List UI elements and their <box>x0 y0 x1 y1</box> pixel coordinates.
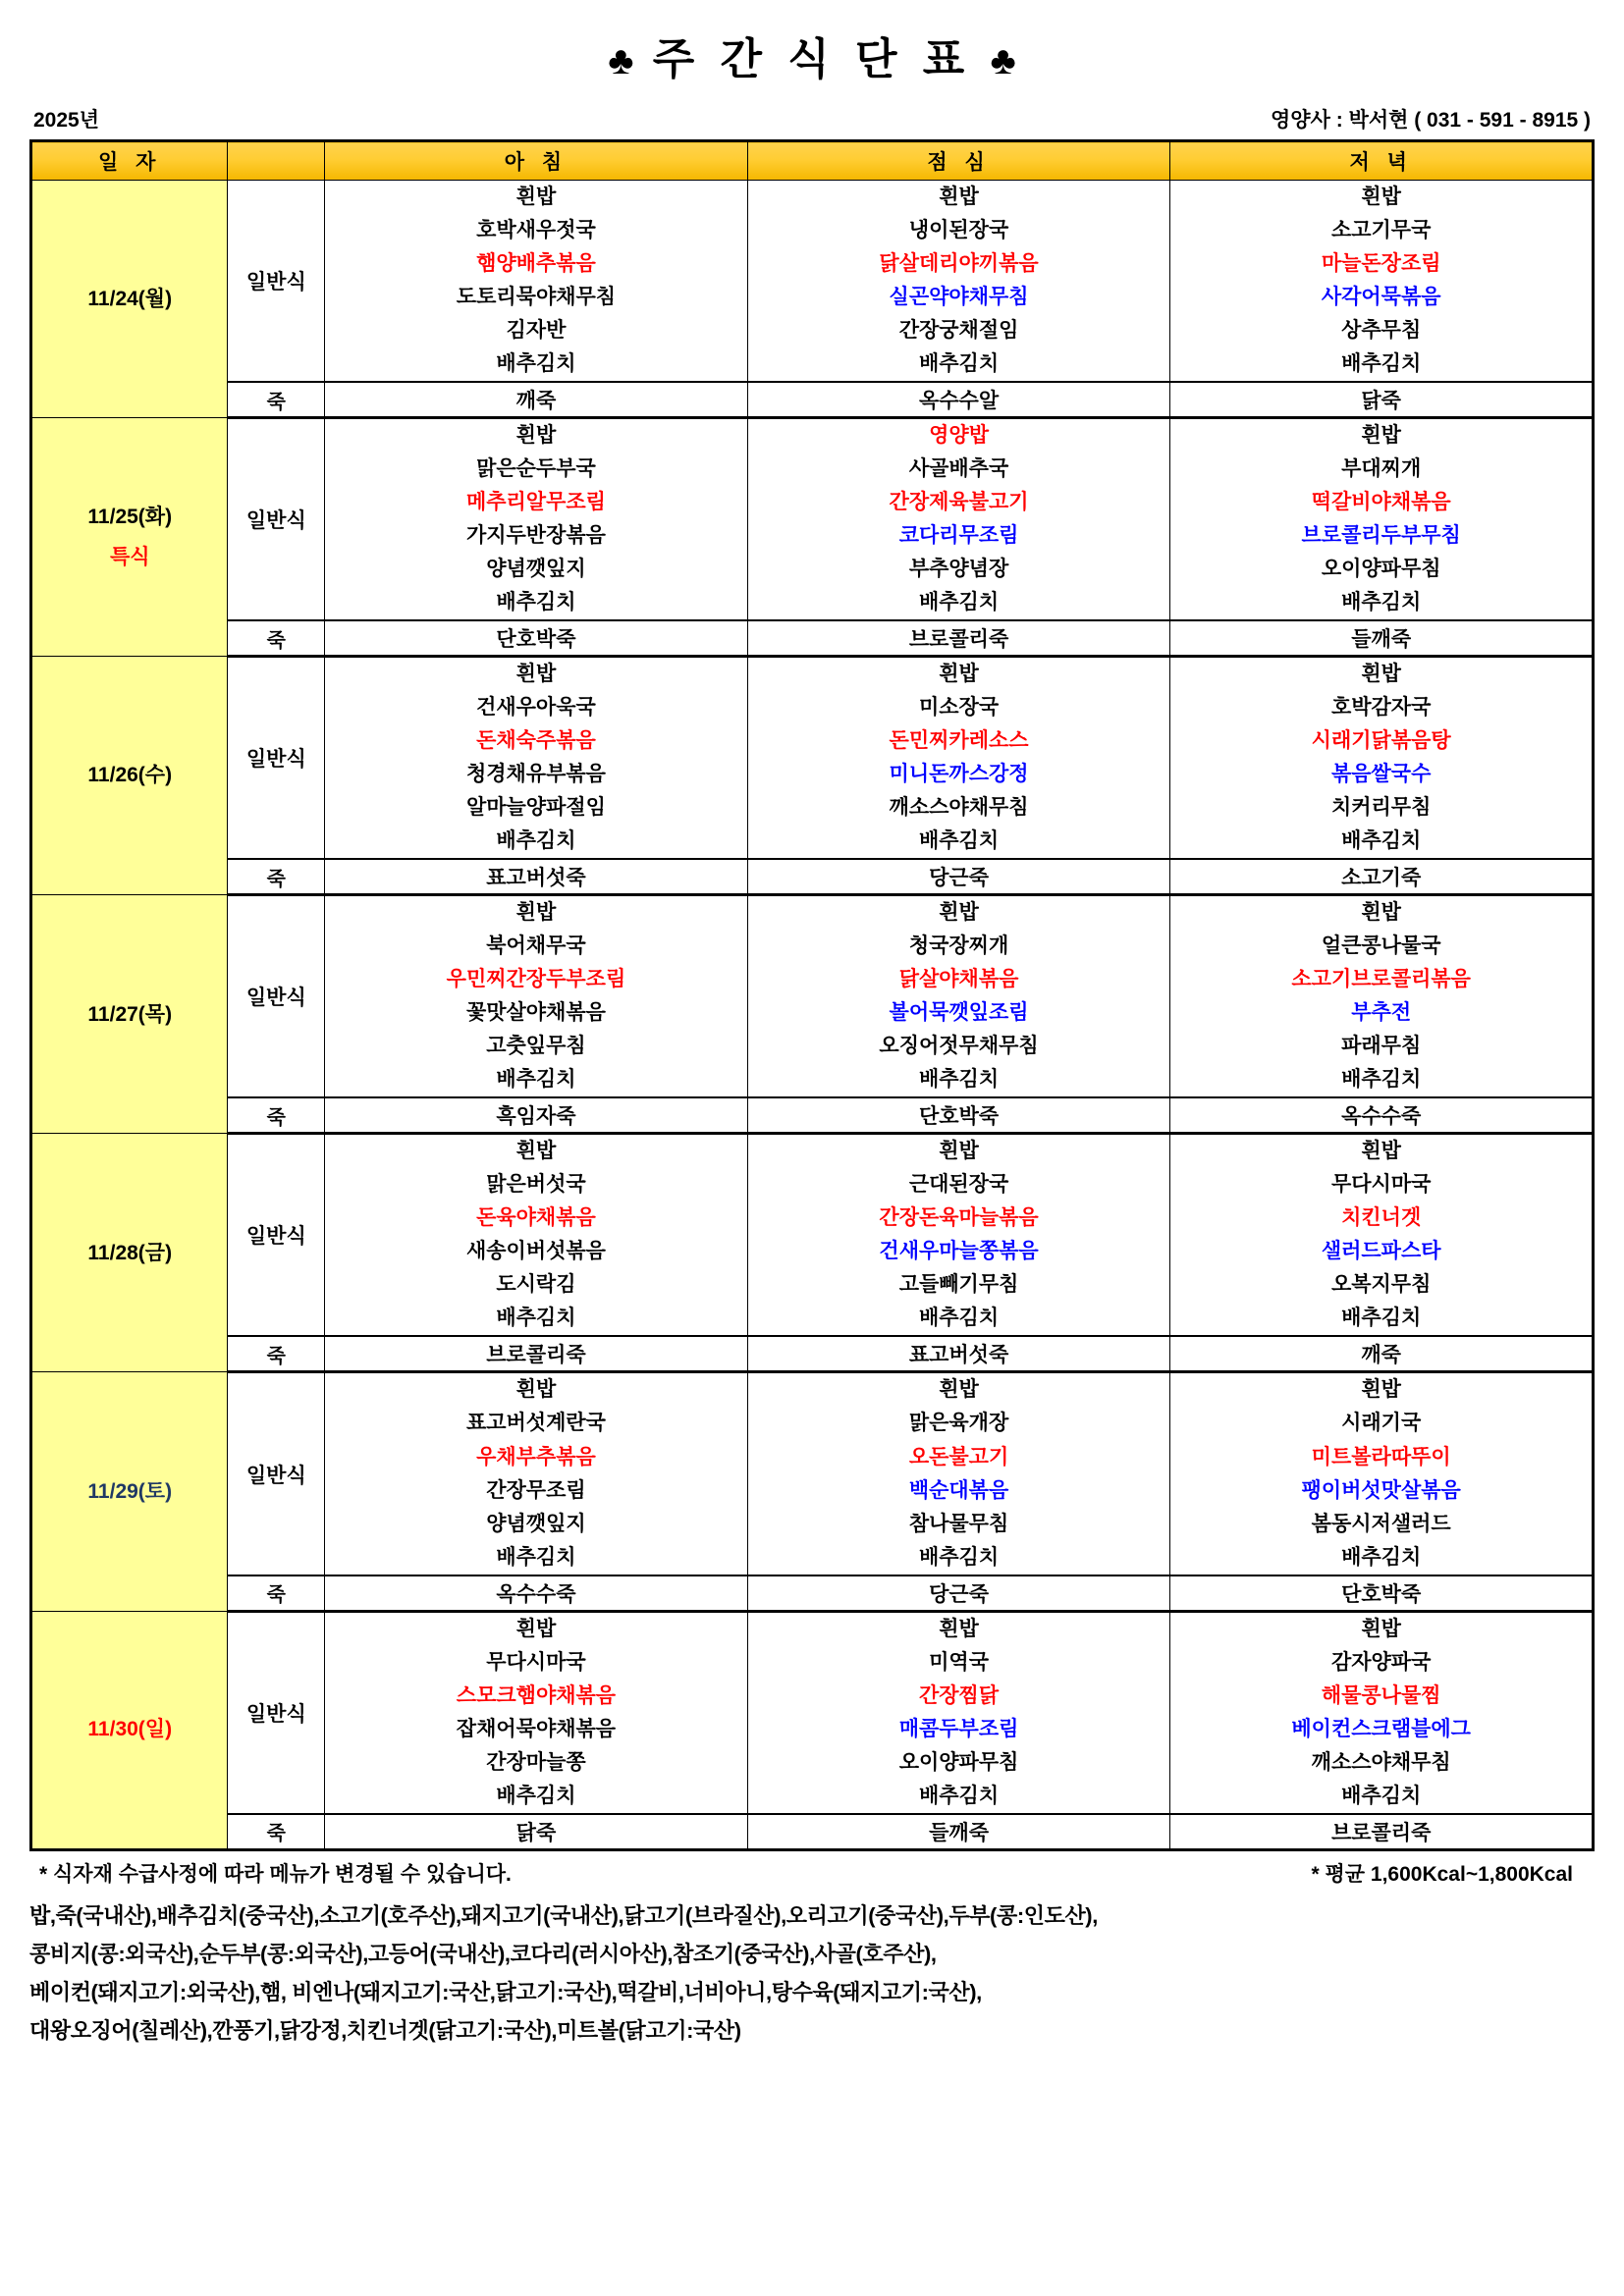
dish-item: 미니돈까스강정 <box>889 763 1029 786</box>
dish-item: 베이컨스크램블에그 <box>1291 1717 1471 1740</box>
dish-item: 볶음쌀국수 <box>1330 763 1432 786</box>
dish-item: 깨소스야채무침 <box>889 796 1029 820</box>
porridge-dinner: 브로콜리죽 <box>1170 1814 1594 1850</box>
meal-type-porridge: 죽 <box>228 1814 325 1850</box>
dish-item: 흰밥 <box>1361 901 1401 925</box>
subheader <box>29 104 1595 139</box>
porridge-row <box>31 1336 1594 1372</box>
dish-item: 알마늘양파절임 <box>465 796 606 820</box>
dish-item: 배추김치 <box>1341 1068 1422 1092</box>
dish-item: 흰밥 <box>1361 186 1401 208</box>
dish-item: 미소장국 <box>918 696 1000 720</box>
dish-item: 흰밥 <box>939 663 979 686</box>
dish-item: 배추김치 <box>496 1068 576 1092</box>
dish-item: 청국장찌개 <box>908 934 1009 958</box>
dish-item: 고춧잎무침 <box>486 1035 586 1058</box>
porridge-breakfast: 닭죽 <box>325 1814 748 1850</box>
porridge-breakfast: 표고버섯죽 <box>325 859 748 895</box>
meal-type-porridge: 죽 <box>228 1097 325 1134</box>
dish-list-dinner <box>1170 1372 1594 1575</box>
dish-item: 흰밥 <box>939 1378 979 1402</box>
dish-list-lunch <box>747 1134 1170 1337</box>
dish-item: 청경채유부볶음 <box>465 763 606 786</box>
dish-item: 메추리알무조림 <box>465 491 606 514</box>
dish-item: 영양밥 <box>929 424 989 448</box>
dish-item: 샐러드파스타 <box>1321 1240 1441 1263</box>
dish-item: 오이양파무침 <box>898 1750 1019 1774</box>
dish-item: 건새우아욱국 <box>476 696 596 720</box>
porridge-breakfast: 브로콜리죽 <box>325 1336 748 1372</box>
column-header-type <box>228 141 325 181</box>
dish-item: 흰밥 <box>939 186 979 208</box>
dish-item: 표고버섯계란국 <box>465 1412 606 1435</box>
club-left-icon: ♣ <box>608 39 634 82</box>
page-title-row <box>29 0 1595 86</box>
dish-item: 배추김치 <box>1341 1545 1422 1569</box>
column-header-breakfast: 아 침 <box>325 141 748 181</box>
porridge-lunch: 당근죽 <box>747 1575 1170 1612</box>
dish-item: 흰밥 <box>939 901 979 925</box>
date-label: 11/27(목) <box>87 1002 173 1026</box>
dish-item: 간장궁채절임 <box>898 319 1019 343</box>
dish-item: 얼큰콩나물국 <box>1321 934 1441 958</box>
page-title-text: 주 간 식 단 표 <box>652 35 972 83</box>
dish-item: 간장무조림 <box>486 1478 586 1502</box>
porridge-row <box>31 1097 1594 1134</box>
meal-type-regular: 일반식 <box>228 895 325 1098</box>
dish-item: 파래무침 <box>1341 1035 1422 1058</box>
date-label: 11/25(화) <box>87 505 173 528</box>
date-special-badge: 특식 <box>109 546 150 569</box>
dish-item: 부추전 <box>1351 1001 1412 1025</box>
dish-item: 스모크햄야채볶음 <box>456 1683 617 1707</box>
dish-item: 건새우마늘쫑볶음 <box>879 1240 1039 1263</box>
dish-item: 간장찜닭 <box>918 1683 1000 1707</box>
dish-item: 해물콩나물찜 <box>1321 1683 1441 1707</box>
dish-item: 배추김치 <box>918 829 1000 853</box>
menu-day-row <box>31 1372 1594 1575</box>
dish-item: 배추김치 <box>918 1784 1000 1807</box>
date-cell <box>31 1611 228 1849</box>
dish-item: 미트볼라따뚜이 <box>1311 1445 1451 1468</box>
porridge-dinner: 깨죽 <box>1170 1336 1594 1372</box>
dish-item: 오돈불고기 <box>908 1445 1009 1468</box>
dish-item: 가지두반장볶음 <box>465 524 606 548</box>
dish-item: 호박새우젓국 <box>476 219 596 242</box>
dish-item: 팽이버섯맛살볶음 <box>1301 1478 1461 1502</box>
dish-item: 브로콜리두부무침 <box>1301 524 1461 548</box>
porridge-breakfast: 흑임자죽 <box>325 1097 748 1134</box>
date-label: 11/26(수) <box>87 764 173 787</box>
dish-item: 흰밥 <box>515 424 557 448</box>
dish-list-lunch <box>747 895 1170 1098</box>
dish-item: 맑은육개장 <box>908 1412 1009 1435</box>
dish-item: 우민찌간장두부조림 <box>446 968 626 991</box>
dish-item: 양념깻잎지 <box>486 1512 586 1535</box>
dish-item: 도토리묵야채무침 <box>456 286 617 309</box>
porridge-row <box>31 1814 1594 1850</box>
dish-item: 부추양념장 <box>908 558 1009 581</box>
porridge-row <box>31 620 1594 657</box>
dish-item: 오이양파무침 <box>1321 558 1441 581</box>
dish-item: 배추김치 <box>1341 591 1422 614</box>
origin-line: 대왕오징어(칠레산),깐풍기,닭강정,치킨너겟(닭고기:국산),미트볼(닭고기:국산) <box>29 2018 741 2044</box>
dish-item: 김자반 <box>506 319 567 343</box>
dish-item: 배추김치 <box>496 591 576 614</box>
dish-list-breakfast <box>325 418 748 621</box>
date-cell <box>31 1134 228 1372</box>
dish-item: 배추김치 <box>1341 829 1422 853</box>
dish-item: 흰밥 <box>939 1140 979 1163</box>
column-header-date: 일 자 <box>31 141 228 181</box>
dish-item: 고들빼기무침 <box>898 1273 1019 1297</box>
dish-list-dinner <box>1170 895 1594 1098</box>
dish-item: 흰밥 <box>1361 1140 1401 1163</box>
dish-item: 간장돈육마늘볶음 <box>879 1206 1039 1230</box>
dish-item: 흰밥 <box>515 186 557 208</box>
dish-item: 양념깻잎지 <box>486 558 586 581</box>
dish-item: 새송이버섯볶음 <box>465 1240 606 1263</box>
origin-line: 밥,죽(국내산),배추김치(중국산),소고기(호주산),돼지고기(국내산),닭고기(브라질산),오리고기(중국산),두부(콩:인도산), <box>29 1902 1098 1928</box>
dish-list-breakfast <box>325 657 748 860</box>
dish-item: 깨소스야채무침 <box>1311 1750 1451 1774</box>
dish-list-breakfast <box>325 895 748 1098</box>
dish-item: 감자양파국 <box>1330 1650 1432 1674</box>
dish-item: 미역국 <box>929 1650 989 1674</box>
dish-item: 백순대볶음 <box>908 1478 1009 1502</box>
dish-item: 상추무침 <box>1341 319 1422 343</box>
dish-item: 흰밥 <box>939 1617 979 1640</box>
dish-list-breakfast <box>325 1372 748 1575</box>
column-header-dinner: 저 녁 <box>1170 141 1594 181</box>
date-label: 11/29(토) <box>87 1479 173 1503</box>
ingredient-origin-list <box>29 1896 1595 2051</box>
menu-day-row <box>31 1611 1594 1814</box>
dish-item: 코다리무조림 <box>898 524 1019 548</box>
dish-item: 배추김치 <box>496 829 576 853</box>
dish-item: 배추김치 <box>496 1784 576 1807</box>
porridge-dinner: 옥수수죽 <box>1170 1097 1594 1134</box>
meal-type-regular: 일반식 <box>228 1611 325 1814</box>
dish-item: 맑은순두부국 <box>476 457 596 481</box>
weekly-menu-table <box>29 139 1595 1851</box>
porridge-breakfast: 옥수수죽 <box>325 1575 748 1612</box>
meal-type-porridge: 죽 <box>228 1575 325 1612</box>
dish-item: 무다시마국 <box>486 1650 586 1674</box>
table-header <box>31 141 1594 181</box>
dish-item: 배추김치 <box>918 1545 1000 1569</box>
dish-list-lunch <box>747 657 1170 860</box>
dish-item: 실곤약야채무침 <box>889 286 1029 309</box>
dish-item: 돈육야채볶음 <box>476 1206 596 1230</box>
dish-item: 근대된장국 <box>908 1173 1009 1197</box>
dish-list-lunch <box>747 1372 1170 1575</box>
dish-list-breakfast <box>325 181 748 383</box>
dish-item: 간장제육불고기 <box>889 491 1029 514</box>
dish-list-breakfast <box>325 1611 748 1814</box>
dish-list-dinner <box>1170 418 1594 621</box>
dish-item: 흰밥 <box>1361 424 1401 448</box>
dish-item: 흰밥 <box>1361 663 1401 686</box>
origin-line: 베이컨(돼지고기:외국산),햄, 비엔나(돼지고기:국산,닭고기:국산),떡갈비,너비아니,탕수육(돼지고기:국산), <box>29 1979 982 2004</box>
dish-item: 배추김치 <box>918 591 1000 614</box>
dish-item: 소고기무국 <box>1330 219 1432 242</box>
porridge-lunch: 표고버섯죽 <box>747 1336 1170 1372</box>
dish-item: 흰밥 <box>1361 1378 1401 1402</box>
porridge-dinner: 소고기죽 <box>1170 859 1594 895</box>
dish-item: 부대찌개 <box>1341 457 1422 481</box>
menu-day-row <box>31 895 1594 1098</box>
dish-item: 흰밥 <box>1361 1617 1401 1640</box>
dish-list-lunch <box>747 1611 1170 1814</box>
porridge-lunch: 단호박죽 <box>747 1097 1170 1134</box>
dish-item: 우채부추볶음 <box>476 1445 596 1468</box>
dish-item: 흰밥 <box>515 901 557 925</box>
dish-item: 소고기브로콜리볶음 <box>1291 968 1471 991</box>
porridge-row <box>31 1575 1594 1612</box>
dish-item: 닭살데리야끼볶음 <box>879 252 1039 276</box>
dish-item: 간장마늘쫑 <box>486 1750 586 1774</box>
dish-item: 치킨너겟 <box>1341 1206 1422 1230</box>
club-right-icon: ♣ <box>990 39 1016 82</box>
meal-type-regular: 일반식 <box>228 1372 325 1575</box>
dish-item: 배추김치 <box>1341 352 1422 376</box>
page-title <box>608 24 1015 86</box>
dish-item: 냉이된장국 <box>908 219 1009 242</box>
date-label: 11/28(금) <box>87 1241 173 1264</box>
dish-item: 배추김치 <box>918 1307 1000 1330</box>
meal-type-regular: 일반식 <box>228 181 325 383</box>
dish-item: 돈민찌카레소스 <box>889 729 1029 753</box>
porridge-breakfast: 깨죽 <box>325 382 748 418</box>
porridge-lunch: 브로콜리죽 <box>747 620 1170 657</box>
dish-item: 배추김치 <box>496 352 576 376</box>
menu-day-row <box>31 418 1594 621</box>
dish-item: 사각어묵볶음 <box>1321 286 1441 309</box>
dish-item: 북어채무국 <box>486 934 586 958</box>
dish-item: 오복지무침 <box>1330 1273 1432 1297</box>
year-label: 2025년 <box>33 109 100 132</box>
dish-item: 흰밥 <box>515 1378 557 1402</box>
dish-item: 볼어묵깻잎조림 <box>889 1001 1029 1025</box>
dish-item: 돈채숙주볶음 <box>476 729 596 753</box>
date-label: 11/30(일) <box>87 1718 173 1741</box>
table-body <box>31 181 1594 1850</box>
dish-item: 배추김치 <box>1341 1307 1422 1330</box>
dish-item: 참나물무침 <box>908 1512 1009 1535</box>
date-cell <box>31 895 228 1134</box>
dish-list-lunch <box>747 181 1170 383</box>
dish-item: 오징어젓무채무침 <box>879 1035 1039 1058</box>
dish-item: 배추김치 <box>1341 1784 1422 1807</box>
column-header-lunch: 점 심 <box>747 141 1170 181</box>
meal-type-regular: 일반식 <box>228 418 325 621</box>
date-cell <box>31 657 228 895</box>
porridge-breakfast: 단호박죽 <box>325 620 748 657</box>
meal-type-regular: 일반식 <box>228 1134 325 1337</box>
date-label: 11/24(월) <box>87 287 173 310</box>
dish-item: 흰밥 <box>515 663 557 686</box>
date-cell <box>31 181 228 418</box>
dish-list-dinner <box>1170 657 1594 860</box>
date-cell <box>31 1372 228 1611</box>
origin-line: 콩비지(콩:외국산),순두부(콩:외국산),고등어(국내산),코다리(러시아산),참조기(중국산),사골(호주산), <box>29 1941 937 1966</box>
calorie-note: * 평균 1,600Kcal~1,800Kcal <box>1311 1862 1573 1886</box>
porridge-lunch: 옥수수알 <box>747 382 1170 418</box>
porridge-row <box>31 382 1594 418</box>
dish-item: 호박감자국 <box>1330 696 1432 720</box>
menu-day-row <box>31 181 1594 383</box>
dish-item: 배추김치 <box>918 1068 1000 1092</box>
porridge-row <box>31 859 1594 895</box>
dish-item: 잡채어묵야채볶음 <box>456 1717 617 1740</box>
dish-item: 시래기국 <box>1341 1412 1422 1435</box>
porridge-dinner: 닭죽 <box>1170 382 1594 418</box>
dish-item: 시래기닭볶음탕 <box>1311 729 1451 753</box>
dish-item: 흰밥 <box>515 1617 557 1640</box>
dish-item: 마늘돈장조림 <box>1321 252 1441 276</box>
porridge-dinner: 단호박죽 <box>1170 1575 1594 1612</box>
date-cell <box>31 418 228 657</box>
dish-list-breakfast <box>325 1134 748 1337</box>
menu-change-note: * 식자재 수급사정에 따라 메뉴가 변경될 수 있습니다. <box>39 1862 512 1886</box>
dish-item: 맑은버섯국 <box>486 1173 586 1197</box>
dish-item: 꽃맛살야채볶음 <box>465 1001 606 1025</box>
dish-item: 떡갈비야채볶음 <box>1311 491 1451 514</box>
porridge-dinner: 들깨죽 <box>1170 620 1594 657</box>
nutritionist-label: 영양사 : 박서현 ( 031 - 591 - 8915 ) <box>1271 109 1591 132</box>
porridge-lunch: 당근죽 <box>747 859 1170 895</box>
dish-item: 무다시마국 <box>1330 1173 1432 1197</box>
dish-item: 배추김치 <box>918 352 1000 376</box>
dish-item: 사골배추국 <box>908 457 1009 481</box>
dish-list-lunch <box>747 418 1170 621</box>
porridge-lunch: 들깨죽 <box>747 1814 1170 1850</box>
dish-item: 봄동시저샐러드 <box>1311 1512 1451 1535</box>
meal-type-porridge: 죽 <box>228 382 325 418</box>
dish-list-dinner <box>1170 1134 1594 1337</box>
dish-item: 햄양배추볶음 <box>476 252 596 276</box>
dish-item: 닭살야채볶음 <box>898 968 1019 991</box>
table-header-row <box>31 141 1594 181</box>
menu-day-row <box>31 657 1594 860</box>
dish-item: 도시락김 <box>496 1273 576 1297</box>
dish-list-dinner <box>1170 1611 1594 1814</box>
dish-list-dinner <box>1170 181 1594 383</box>
meal-type-porridge: 죽 <box>228 1336 325 1372</box>
dish-item: 매콤두부조림 <box>898 1717 1019 1740</box>
dish-item: 배추김치 <box>496 1307 576 1330</box>
menu-day-row <box>31 1134 1594 1337</box>
meal-type-porridge: 죽 <box>228 859 325 895</box>
dish-item: 치커리무침 <box>1330 796 1432 820</box>
dish-item: 흰밥 <box>515 1140 557 1163</box>
dish-item: 배추김치 <box>496 1545 576 1569</box>
meal-type-porridge: 죽 <box>228 620 325 657</box>
meal-type-regular: 일반식 <box>228 657 325 860</box>
footer-note <box>29 1858 1595 1888</box>
